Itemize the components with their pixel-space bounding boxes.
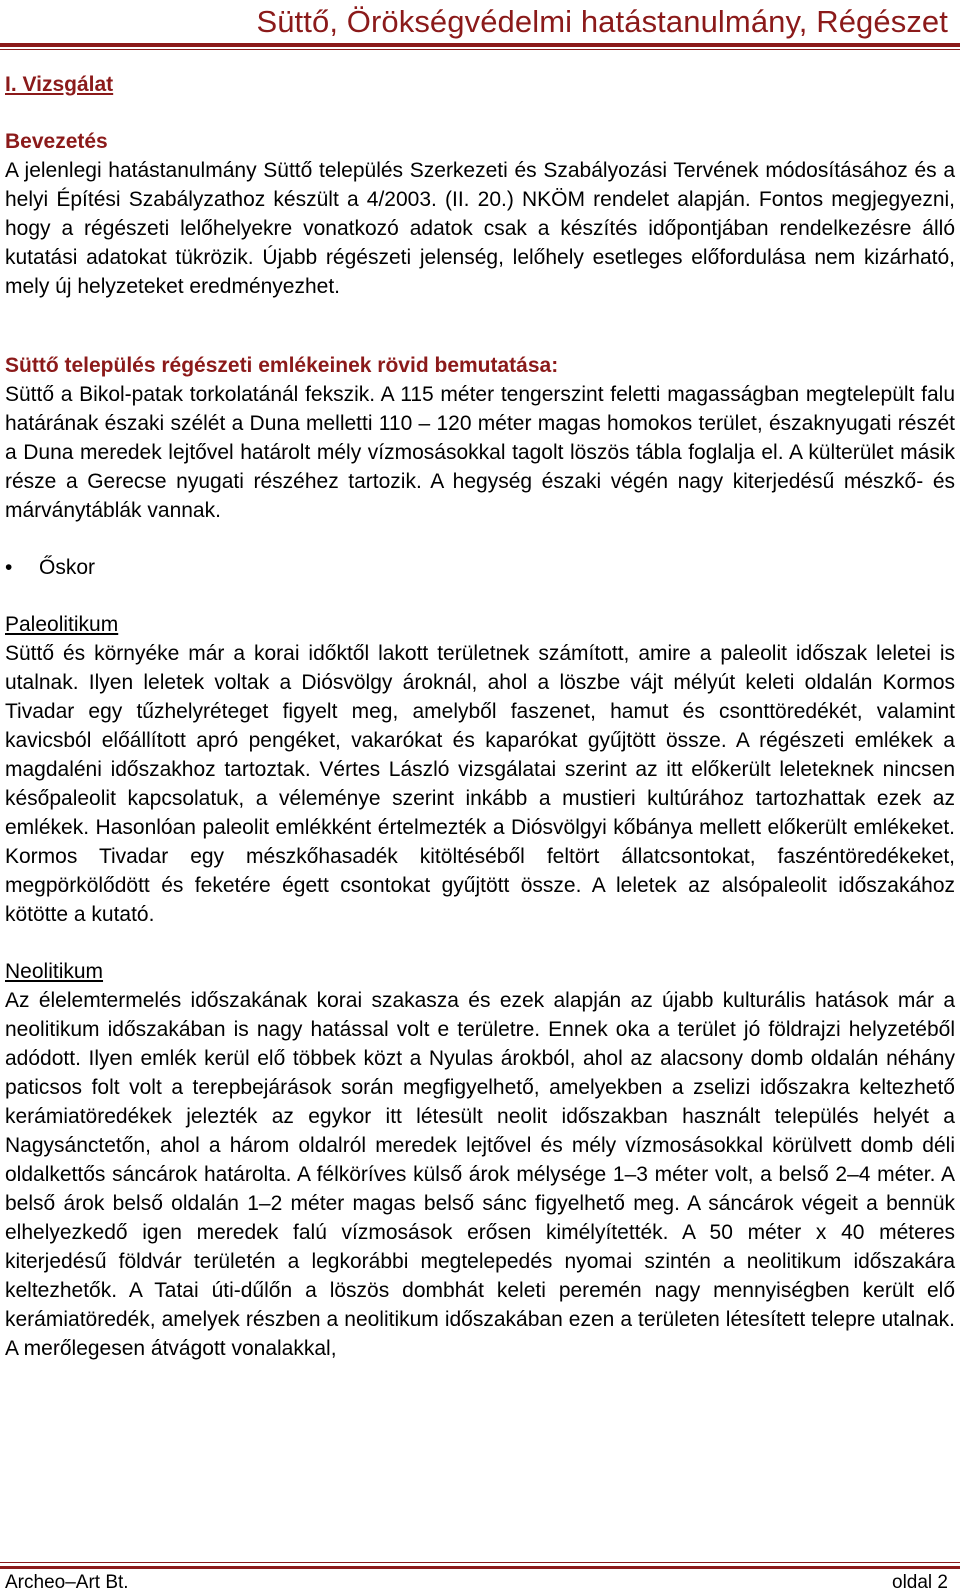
spacer [5, 301, 955, 329]
header-title: Süttő, Örökségvédelmi hatástanulmány, Régészet [256, 4, 948, 39]
header-rule [0, 43, 960, 47]
page-footer [0, 1562, 960, 1592]
spacer [5, 329, 955, 351]
spacer [5, 525, 955, 553]
spacer [5, 929, 955, 957]
neolithic-paragraph: Az élelemtermelés időszakának korai szakasza és ezek alapján az újabb kulturális hatások már a neolitikum időszakában is nagy hatással volt e területre. Ennek oka a terület jó földrajzi helyzetéből adódott. Ilyen emlék kerül elő többek közt a Nyulas árokból, ahol az alacsony domb oldalán néhány paticsos folt volt a terepbejárások során megfigyelhető, amelyekben a zselizi időszakra keltezhető kerámiatöredékek jelezték az egykor itt létesült neolit időszakban használt település helyét a Nagysánctetőn, ahol a három oldalról meredek lejtővel és mély vízmosásokkal körülvett domb déli oldalkettős sáncárok határolta. A félköríves külső árok mélysége 1–3 méter volt, a belső 2–4 méter. A belső árok belső oldalán 1–2 méter magas belső sánc figyelhető meg. A sáncárok végeit a bennük elhelyezkedő igen meredek falú vízmosások erősen kimélyítették. A 50 méter x 40 méteres kiterjedésű földvár területén a legkorábbi megtelepedés nyomai szintén a neolitikum időszakára keltezhetők. A Tatai úti-dűlőn a löszös dombhát keleti peremén nagy mennyiségben került elő kerámiatöredék, amelyek részben a neolitikum időszakában ezen a területen létesített telepre utalnak. A merőlegesen átvágott vonalakkal, [5, 989, 955, 1360]
footer-rule [0, 1566, 960, 1569]
footer-rule-thin [0, 1562, 960, 1563]
document-body [5, 70, 955, 1363]
bullet-icon: • [5, 556, 13, 579]
footer-company: Archeo–Art Bt. [5, 1572, 129, 1593]
overview-paragraph: Süttő a Bikol-patak torkolatánál fekszik. A 115 méter tengerszint feletti magasságban megtelepült falu határának északi szélét a Duna melletti 110 – 120 méter magas homokos terület, északnyugati részét a Duna meredek lejtővel határolt mély vízmosásokkal tagolt löszös tábla foglalja el. A külterület másik része a Gerecse nyugati részéhez tartozik. A hegység északi végén nagy kiterjedésű mészkő- és márványtáblák vannak. [5, 383, 955, 522]
header-rule-thin [0, 49, 960, 50]
paleolithic-paragraph: Süttő és környéke már a korai időktől lakott területnek számított, amire a paleolit időszak leletei is utalnak. Ilyen leletek voltak a Diósvölgy ároknál, ahol a löszbe vájt mélyút keleti oldalán Kormos Tivadar egy tűzhelyréteget figyelt meg, amelyből faszenet, hamut és csonttöredékét, valamint kavicsból előállított apró pengéket, vakarókat és kaparókat gyűjtött össze. A régészeti emlékek a magdaléni időszakhoz tartoztak. Vértes László vizsgálatai szerint az itt előkerült leleteknek nincsen későpaleolit kapcsolatuk, a véleménye szerint inkább a mustieri kultúrához tartozhattak ezek az emlékek. Hasonlóan paleolit emlékként értelmezték a Diósvölgyi kőbánya mellett előkerült emlékeket. Kormos Tivadar egy mészkőhasadék kitöltéséből feltört állatcsontokat, faszéntöredékeket, megpörkölődött és feketére égett csontokat gyűjtött össze. A leletek az alsópaleolit időszakához kötötte a kutató. [5, 642, 955, 926]
intro-paragraph: A jelenlegi hatástanulmány Süttő település Szerkezeti és Szabályozási Tervének módosításához és a helyi Építési Szabályzathoz készült a 4/2003. (II. 20.) NKÖM rendelet alapján. Fontos megjegyezni, hogy a régészeti lelőhelyekre vonatkozó adatok csak a készítés időpontjában rendelkezésre álló kutatási adatokat tükrözik. Újabb régészeti jelenség, lelőhely esetleges előfordulása nem kizárható, mely új helyzeteket eredményezhet. [5, 159, 955, 298]
overview-heading: Süttő település régészeti emlékeinek rövid bemutatása: [5, 354, 559, 377]
spacer [5, 99, 955, 127]
intro-heading: Bevezetés [5, 130, 108, 153]
page-header [0, 0, 960, 50]
bullet-item-oskor [5, 553, 955, 582]
section-heading: I. Vizsgálat [5, 73, 114, 96]
spacer [5, 582, 955, 610]
neolithic-heading: Neolitikum [5, 960, 104, 983]
page-number: oldal 2 [892, 1572, 948, 1593]
bullet-label: Őskor [39, 556, 96, 579]
paleolithic-heading: Paleolitikum [5, 613, 119, 636]
